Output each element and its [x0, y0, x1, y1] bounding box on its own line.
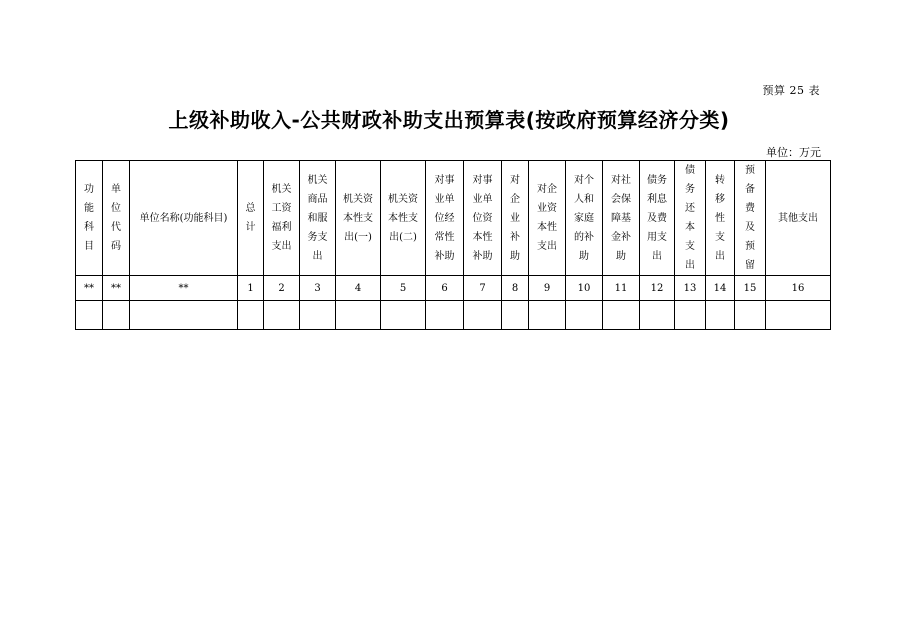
col-header: 机关资本性支出(一): [336, 161, 381, 276]
col-index: 8: [502, 276, 529, 301]
col-index: 15: [735, 276, 766, 301]
data-cell: [603, 301, 640, 330]
col-index: 11: [603, 276, 640, 301]
unit-label: 单位：万元: [766, 146, 821, 159]
col-header: 机关工资福利支出: [264, 161, 300, 276]
col-header: 其他支出: [766, 161, 831, 276]
col-header: 单位代码: [103, 161, 130, 276]
col-index: 5: [381, 276, 426, 301]
col-header: 功能科目: [76, 161, 103, 276]
col-index: 9: [529, 276, 566, 301]
data-cell: [735, 301, 766, 330]
data-cell: [706, 301, 735, 330]
col-header: 单位名称(功能科目): [130, 161, 238, 276]
data-cell: [675, 301, 706, 330]
data-cell: [566, 301, 603, 330]
data-cell: [529, 301, 566, 330]
col-header: 对企业资本性支出: [529, 161, 566, 276]
col-header: 对社会保障基金补助: [603, 161, 640, 276]
col-index: 1: [238, 276, 264, 301]
table-number: 预算 25 表: [762, 84, 820, 97]
data-cell: [766, 301, 831, 330]
col-header: 转移性支出: [706, 161, 735, 276]
data-cell: [464, 301, 502, 330]
col-index: 7: [464, 276, 502, 301]
budget-table: [75, 160, 831, 330]
col-header: 总计: [238, 161, 264, 276]
col-header: 对个人和家庭的补助: [566, 161, 603, 276]
col-index: **: [76, 276, 103, 301]
header-row: [76, 161, 831, 276]
col-header: 机关资本性支出(二): [381, 161, 426, 276]
col-index: 14: [706, 276, 735, 301]
col-header: 债务利息及费用支出: [640, 161, 675, 276]
col-index: 10: [566, 276, 603, 301]
col-header: 预备费及预留: [735, 161, 766, 276]
data-cell: [238, 301, 264, 330]
col-index: 12: [640, 276, 675, 301]
data-cell: [76, 301, 103, 330]
col-index: 6: [426, 276, 464, 301]
data-cell: [502, 301, 529, 330]
col-header: 机关商品和服务支出: [300, 161, 336, 276]
data-cell: [640, 301, 675, 330]
page-title: 上级补助收入-公共财政补助支出预算表(按政府预算经济分类): [168, 108, 730, 132]
data-row: [76, 301, 831, 330]
data-cell: [300, 301, 336, 330]
col-header: 债务还本支出: [675, 161, 706, 276]
data-cell: [426, 301, 464, 330]
data-cell: [336, 301, 381, 330]
col-index: 2: [264, 276, 300, 301]
index-row: [76, 276, 831, 301]
data-cell: [103, 301, 130, 330]
col-index: 3: [300, 276, 336, 301]
col-index: 13: [675, 276, 706, 301]
col-index: **: [103, 276, 130, 301]
data-cell: [381, 301, 426, 330]
col-header: 对企业补助: [502, 161, 529, 276]
col-header: 对事业单位资本性补助: [464, 161, 502, 276]
col-header: 对事业单位经常性补助: [426, 161, 464, 276]
col-index: 16: [766, 276, 831, 301]
col-index: **: [130, 276, 238, 301]
data-cell: [264, 301, 300, 330]
data-cell: [130, 301, 238, 330]
col-index: 4: [336, 276, 381, 301]
